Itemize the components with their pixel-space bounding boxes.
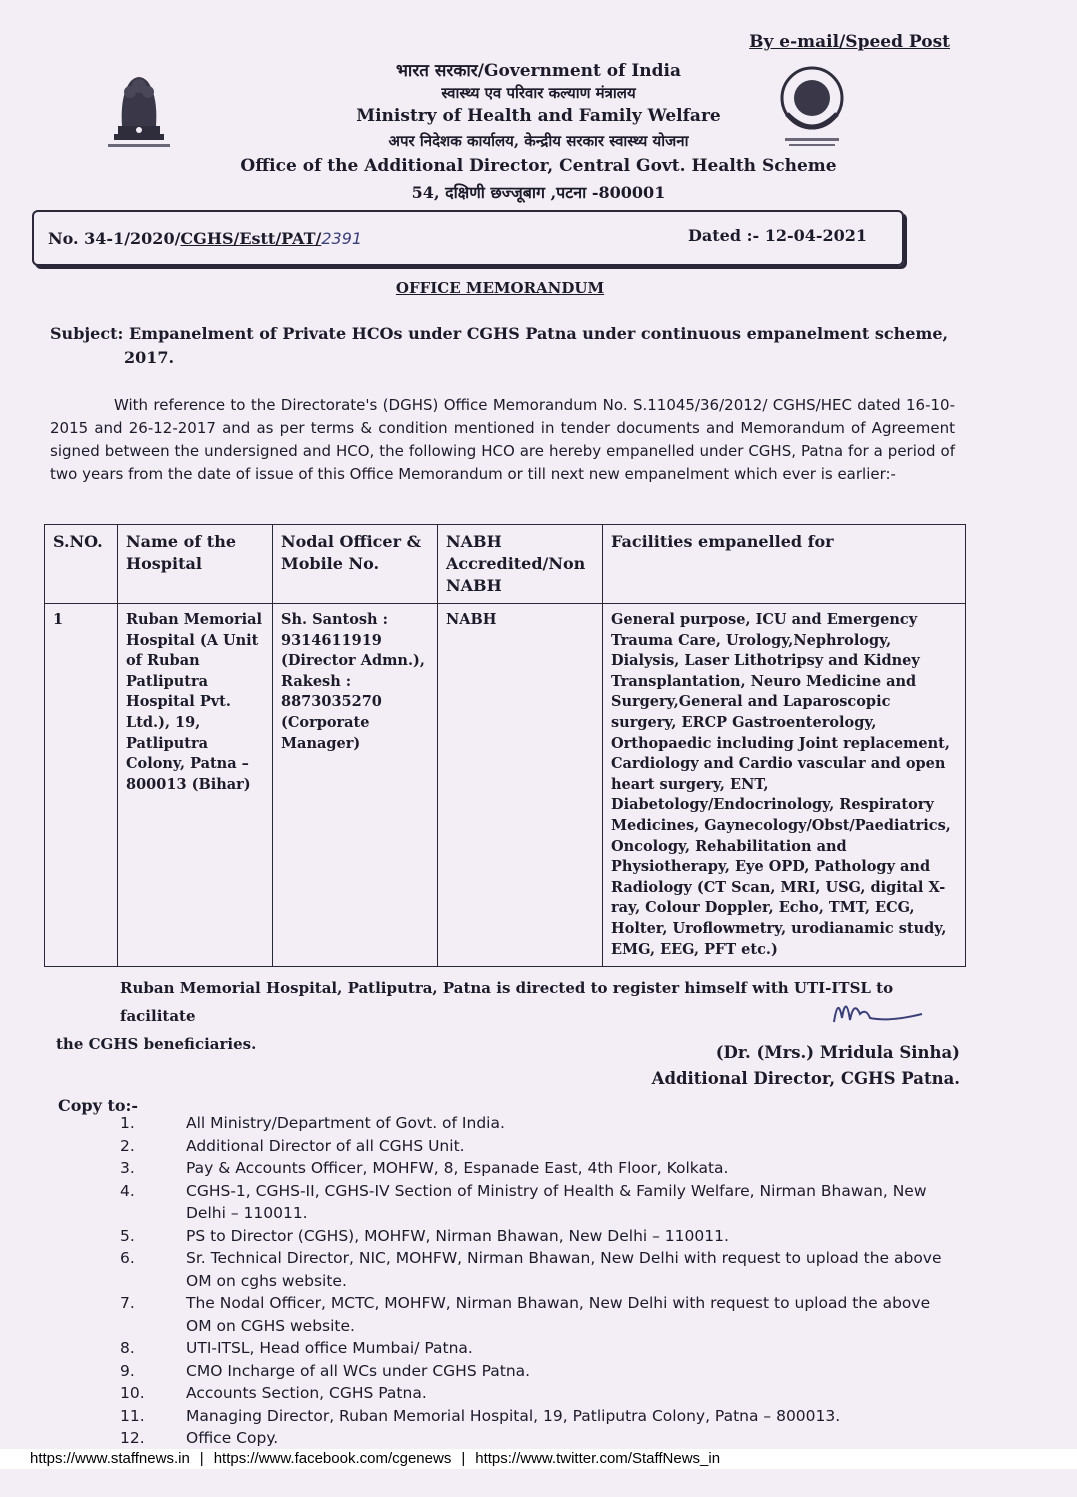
copy-to-item-text: Managing Director, Ruban Memorial Hospital, 19, Patliputra Colony, Patna – 800013. <box>186 1406 841 1425</box>
copy-to-item <box>100 1135 960 1158</box>
copy-to-item-number: 7. <box>120 1294 135 1312</box>
signer-designation: Additional Director, CGHS Patna. <box>651 1069 960 1088</box>
copy-to-item-number: 8. <box>120 1339 135 1357</box>
reference-date: Dated :- 12-04-2021 <box>688 226 868 245</box>
copy-to-item-number: 10. <box>120 1384 145 1402</box>
cell-hospital: Ruban Memorial Hospital (A Unit of Ruban Patliputra Hospital Pvt. Ltd.), 19, Patliputra Colony, Patna – 800013 (Bihar) <box>118 604 273 967</box>
col-header-hospital: Name of the Hospital <box>118 525 273 604</box>
copy-to-item-text: Pay & Accounts Officer, MOHFW, 8, Espanade East, 4th Floor, Kolkata. <box>186 1159 729 1177</box>
copy-to-item-text: CGHS-1, CGHS-II, CGHS-IV Section of Ministry of Health & Family Welfare, Nirman Bhawan, New Delhi – 110011. <box>186 1181 927 1222</box>
memo-title: OFFICE MEMORANDUM <box>395 279 605 297</box>
header-ministry: Ministry of Health and Family Welfare <box>356 106 721 126</box>
copy-to-item-number: 5. <box>120 1226 135 1245</box>
copy-to-item-text: CMO Incharge of all WCs under CGHS Patna. <box>186 1361 531 1380</box>
copy-to-item-number: 12. <box>120 1429 145 1447</box>
cell-nodal-officer: Sh. Santosh : 9314611919 (Director Admn.), Rakesh : 8873035270 (Corporate Manager) <box>273 604 438 967</box>
copy-to-item-text: Accounts Section, CGHS Patna. <box>186 1384 427 1402</box>
copy-to-item-number: 9. <box>120 1361 135 1380</box>
col-header-sno: S.NO. <box>45 525 118 604</box>
signer-name: (Dr. (Mrs.) Mridula Sinha) <box>715 1043 960 1062</box>
footer-link-facebook[interactable]: https://www.facebook.com/cgenews <box>213 1450 452 1467</box>
copy-to-item-number: 4. <box>120 1181 135 1200</box>
copy-to-item-text: The Nodal Officer, MCTC, MOHFW, Nirman Bhawan, New Delhi with request to upload the above OM on CGHS website. <box>186 1294 931 1335</box>
header-office: Office of the Additional Director, Central Govt. Health Scheme <box>240 156 837 176</box>
copy-to-item-text: UTI-ITSL, Head office Mumbai/ Patna. <box>186 1339 473 1357</box>
handwritten-ref-number: 2391 <box>321 229 363 248</box>
directive: Ruban Memorial Hospital, Patliputra, Patna is directed to register himself with UTI-ITSL to facilitate the CGHS beneficiaries. <box>56 979 894 1053</box>
copy-to-item <box>100 1247 960 1292</box>
copy-to-item <box>100 1382 960 1405</box>
copy-to-item-text: Sr. Technical Director, NIC, MOHFW, Nirman Bhawan, New Delhi with request to upload the above OM on cghs website. <box>186 1249 942 1290</box>
signature-icon <box>810 988 930 1038</box>
body-paragraph: With reference to the Directorate's (DGHS) Office Memorandum No. S.11045/36/2012/ CGHS/HEC dated 16-10-2015 and 26-12-2017 and as per terms & condition mentioned in tender documents and Memorandum of Agreement signed between the undersigned and HCO, the following HCO are hereby empanelled under CGHS, Patna for a period of two years from the date of issue of this Office Memorandum or till next new empanelment which ever is earlier:- <box>50 396 955 483</box>
copy-to-item <box>100 1157 960 1180</box>
copy-to-item <box>100 1112 960 1135</box>
col-header-facilities: Facilities empanelled for <box>603 525 966 604</box>
copy-to-item-number: 1. <box>120 1114 135 1132</box>
copy-to-item-number: 3. <box>120 1159 135 1177</box>
footer-links: https://www.staffnews.in | https://www.facebook.com/cgenews | https://www.twitter.com/StaffNews_in <box>0 1449 1077 1469</box>
copy-to-item <box>100 1360 960 1383</box>
footer-link-staffnews[interactable]: https://www.staffnews.in <box>30 1450 190 1467</box>
copy-to-item-number: 6. <box>120 1249 135 1267</box>
copy-to-item-text: All Ministry/Department of Govt. of India. <box>186 1114 505 1132</box>
copy-to-item <box>100 1292 960 1337</box>
copy-to-item-text: Additional Director of all CGHS Unit. <box>186 1136 465 1155</box>
header-address: 54, दक्षिणी छज्जूबाग ,पटना -800001 <box>411 183 666 202</box>
cell-facilities: General purpose, ICU and Emergency Trauma Care, Urology,Nephrology, Dialysis, Laser Lithotripsy and Kidney Transplantation, Neuro Medicine and Surgery,General and Laparoscopic surgery, ERCP Gastroenterology, Orthopaedic including Joint replacement, Cardiology and Cardio vascular and open heart surgery, ENT, Diabetology/Endocrinology, Respiratory Medicines, Gaynecology/Obst/Paediatrics, Oncology, Rehabilitation and Physiotherapy, Eye OPD, Pathology and Radiology (CT Scan, MRI, USG, digital X-ray, Colour Doppler, Echo, TMT, ECG, Holter, Uroflowmetry, urodianamic study, EMG, EEG, PFT etc.) <box>603 604 966 967</box>
col-header-nodal: Nodal Officer & Mobile No. <box>273 525 438 604</box>
copy-to-item-number: 2. <box>120 1136 135 1155</box>
header-ministry-hindi: स्वास्थ्य एव परिवार कल्याण मंत्रालय <box>441 84 636 102</box>
header-office-hindi: अपर निदेशक कार्यालय, केन्द्रीय सरकार स्वास्थ्य योजना <box>388 132 689 150</box>
copy-to-item <box>100 1337 960 1360</box>
table-header-row <box>45 525 966 604</box>
table-row <box>45 604 966 967</box>
copy-to-item <box>100 1180 960 1225</box>
empanelment-table <box>44 524 966 967</box>
copy-to-item <box>100 1405 960 1428</box>
copy-to-item <box>100 1225 960 1248</box>
copy-to-item-text: Office Copy. <box>186 1429 279 1447</box>
copy-to-item-number: 11. <box>120 1406 145 1425</box>
delivery-mode: By e-mail/Speed Post <box>749 32 950 52</box>
col-header-nabh: NABH Accredited/Non NABH <box>438 525 603 604</box>
cell-nabh: NABH <box>438 604 603 967</box>
copy-to-label: Copy to:- <box>58 1096 139 1115</box>
signer-block <box>652 1040 960 1092</box>
footer-link-twitter[interactable]: https://www.twitter.com/StaffNews_in <box>475 1450 721 1467</box>
subject: Subject: Empanelment of Private HCOs under CGHS Patna under continuous empanelment scheme, 2017. <box>50 324 949 367</box>
header-govt-of-india: भारत सरकार/Government of India <box>395 61 682 81</box>
cell-sno: 1 <box>45 604 118 967</box>
copy-to-list <box>100 1112 960 1450</box>
reference-number: No. 34-1/2020/CGHS/Estt/PAT/2391 <box>48 229 363 248</box>
copy-to-item-text: PS to Director (CGHS), MOHFW, Nirman Bhawan, New Delhi – 110011. <box>186 1226 729 1245</box>
copy-to-item <box>100 1427 960 1450</box>
